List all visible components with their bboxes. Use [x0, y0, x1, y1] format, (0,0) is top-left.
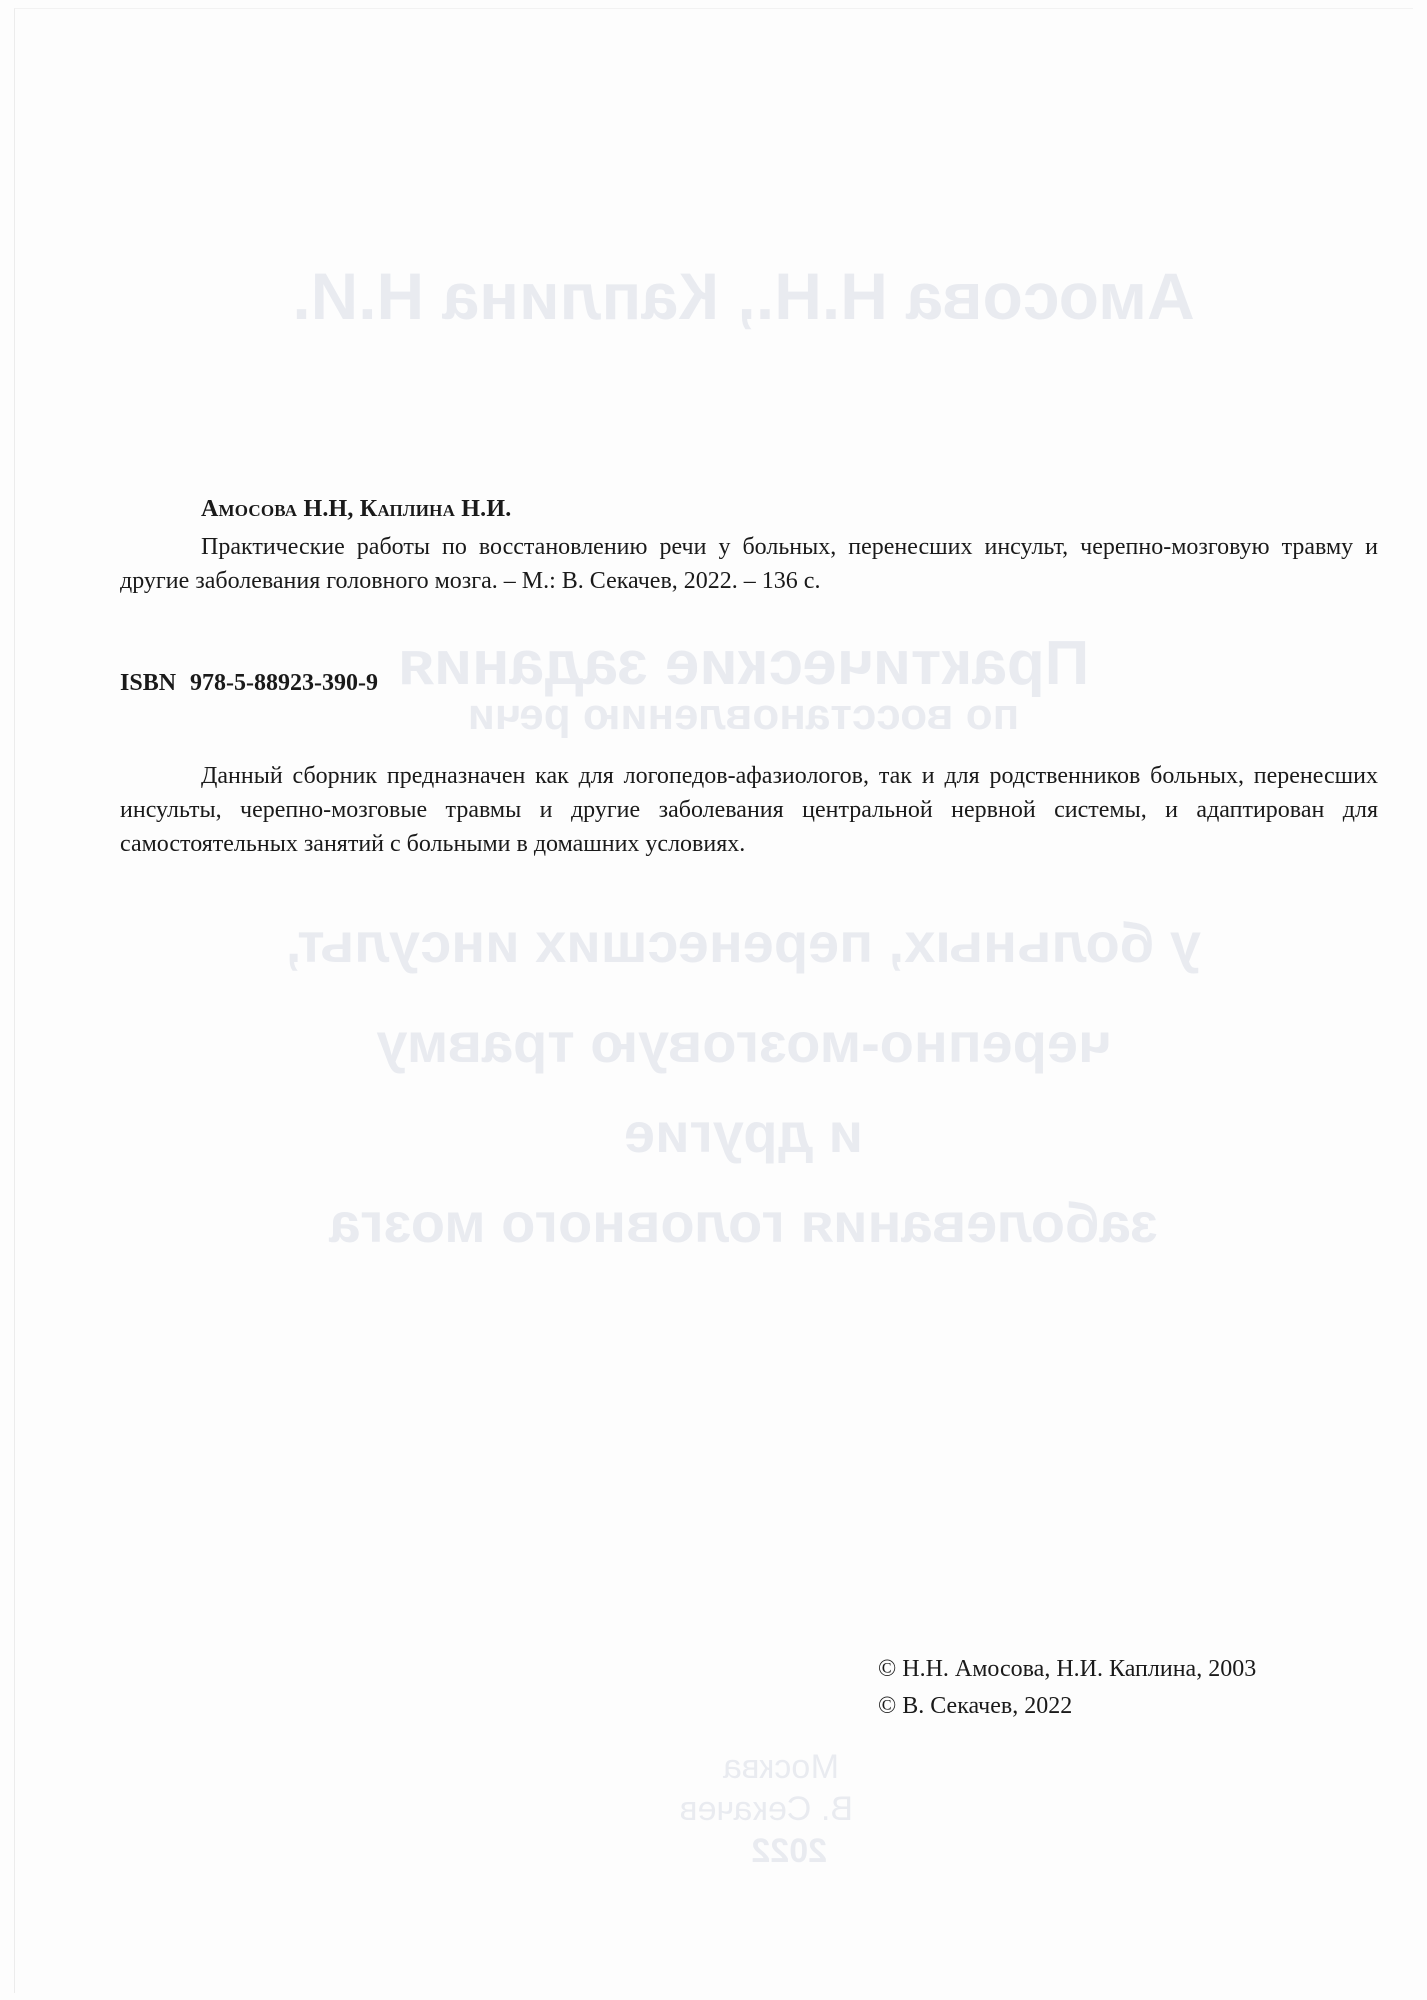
bleed-year: 2022 [751, 1832, 827, 1870]
isbn-line [120, 670, 378, 697]
copyright-block [878, 1651, 1256, 1725]
isbn-label: ISBN [120, 670, 177, 696]
bibliographic-citation: Практические работы по восстановлению речи у больных, перенесших инсульт, черепно-мозговую травму и другие заболевания головного мозга. – М.: В. Секачев, 2022. – 136 с. [120, 534, 1378, 594]
bleed-subtitle-line: заболевания головного мозга [329, 1191, 1158, 1254]
bleed-subtitle-line: и другие [623, 1101, 864, 1164]
copyright-authors: © Н.Н. Амосова, Н.И. Каплина, 2003 [878, 1656, 1257, 1682]
bleed-city: Москва [722, 1748, 839, 1786]
bleed-title-authors: Амосова Н.Н., Каплина Н.И. [292, 259, 1195, 333]
isbn-number: 978-5-88923-390-9 [190, 670, 378, 696]
copyright-publisher: © В. Секачев, 2022 [878, 1693, 1073, 1719]
bleed-subtitle-line: по восстановлению речи [467, 690, 1020, 739]
bleed-title-line: Практические задания [397, 629, 1090, 698]
bleed-subtitle-line: черепно-мозговую травму [376, 1011, 1111, 1074]
authors-heading: Амосова Н.Н, Каплина Н.И. [201, 496, 512, 522]
book-annotation: Данный сборник предназначен как для логопедов-афазиологов, так и для родственников больных, перенесших инсульты, черепно-мозговые травмы и другие заболевания центральной нервной системы, и адаптирован для самостоятельных занятий с больными в домашних условиях. [120, 763, 1378, 857]
bleed-publisher: В. Секачев [679, 1790, 853, 1828]
bleed-subtitle-line: у больных, перенесших инсульт, [285, 911, 1202, 974]
